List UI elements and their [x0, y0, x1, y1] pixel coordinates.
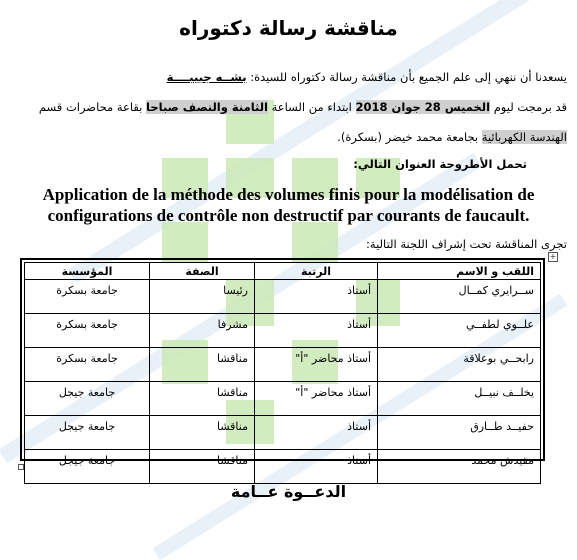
table-row	[25, 314, 541, 348]
schedule-line	[7, 100, 567, 114]
cell-institution: جامعة بسكرة	[25, 280, 150, 314]
cell-institution: جامعة جيجل	[25, 416, 150, 450]
cell-role: مناقشا	[150, 382, 255, 416]
thesis-title-line-2: configurations de contrôle non destructif par courants de faucault.	[47, 206, 530, 225]
cell-institution: جامعة بسكرة	[25, 348, 150, 382]
university-name: بجامعة محمد خيضر (بسكرة).	[337, 130, 479, 144]
cell-rank: أستاذ	[255, 280, 378, 314]
intro-line	[7, 70, 567, 84]
table-row	[25, 416, 541, 450]
cell-rank: أستاذ محاضر "أ"	[255, 382, 378, 416]
header-institution: المؤسسة	[25, 263, 150, 280]
cell-rank: أستاذ	[255, 450, 378, 484]
document-title: مناقشة رسالة دكتوراه	[179, 16, 398, 40]
cell-name: يخلــف نبيــل	[378, 382, 541, 416]
intro-lead: يسعدنا أن ننهي إلى علم الجميع بأن مناقشة رسالة دكتوراه للسيدة:	[250, 70, 567, 84]
defense-date: الخميس 28 جوان 2018	[355, 100, 491, 114]
schedule-suffix: بقاعة محاضرات قسم	[38, 100, 143, 114]
defense-time: الثامنة والنصف صباحا	[146, 100, 268, 114]
thesis-title	[0, 184, 577, 226]
cell-role: مشرفا	[150, 314, 255, 348]
department-name: الهندسة الكهربائية	[481, 130, 567, 144]
cell-role: مناقشا	[150, 450, 255, 484]
committee-table-frame	[20, 258, 545, 467]
cell-name: علــوي لطفــي	[378, 314, 541, 348]
table-row	[25, 348, 541, 382]
cell-institution: جامعة بسكرة	[25, 314, 150, 348]
committee-table	[24, 262, 541, 484]
table-row	[25, 382, 541, 416]
cell-name: مقيدش محمد	[378, 450, 541, 484]
candidate-name: بشــه جبيبــــة	[166, 70, 247, 84]
cell-institution: جامعة جيجل	[25, 450, 150, 484]
schedule-middle: ابتداء من الساعة	[271, 100, 352, 114]
cell-role: مناقشا	[150, 416, 255, 450]
table-header-row	[25, 263, 541, 280]
footer-invitation: الدعــوة عــامة	[230, 482, 347, 501]
header-rank: الرتبة	[255, 263, 378, 280]
table-row	[25, 280, 541, 314]
header-role: الصفة	[150, 263, 255, 280]
cell-rank: أستاذ محاضر "أ"	[255, 348, 378, 382]
cell-institution: جامعة جيجل	[25, 382, 150, 416]
cell-rank: أستاذ	[255, 314, 378, 348]
cell-role: مناقشا	[150, 348, 255, 382]
table-resize-handle-icon[interactable]	[18, 464, 24, 470]
cell-name: رابحــي بوعلاقة	[378, 348, 541, 382]
cell-rank: أستاذ	[255, 416, 378, 450]
thesis-label: تحمل الأطروحة العنوان التالي:	[353, 157, 527, 171]
location-line	[7, 130, 567, 144]
cell-name: ســرايري كمــال	[378, 280, 541, 314]
header-name: اللقب و الاسم	[378, 263, 541, 280]
committee-intro: تجرى المناقشة تحت إشراف اللجنة التالية:	[366, 237, 567, 251]
cell-role: رئيسا	[150, 280, 255, 314]
cell-name: حفيــد طــارق	[378, 416, 541, 450]
table-move-handle-icon[interactable]: +	[549, 252, 557, 261]
schedule-prefix: قد برمجت ليوم	[493, 100, 567, 114]
table-row	[25, 450, 541, 484]
thesis-title-line-1: Application de la méthode des volumes finis pour la modélisation de	[42, 185, 535, 204]
